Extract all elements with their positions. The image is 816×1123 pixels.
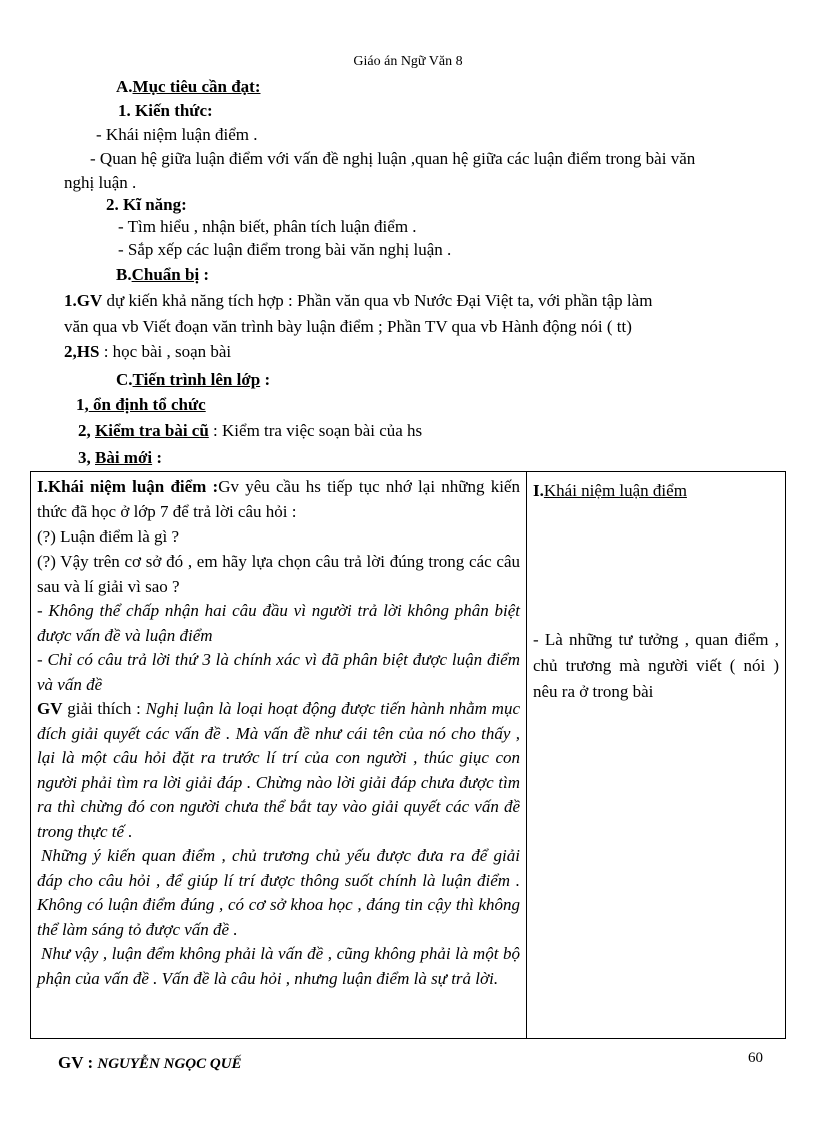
activity-heading: I.Khái niệm luận điểm : bbox=[37, 477, 219, 496]
gv-prep-text: dự kiến khả năng tích hợp : Phần văn qua vb Nước Đại Việt ta, với phần tập làm bbox=[102, 291, 653, 310]
step-1-label: ổn định tổ chức bbox=[88, 395, 206, 414]
knowledge-item-1: - Khái niệm luận điểm . bbox=[96, 125, 258, 144]
section-a-heading bbox=[116, 76, 261, 98]
section-c-title: Tiến trình lên lớp bbox=[132, 370, 261, 389]
section-a-title: Mục tiêu cần đạt: bbox=[132, 77, 261, 96]
section-c-heading bbox=[116, 369, 270, 391]
hs-prep-label: 2,HS bbox=[64, 342, 100, 361]
gv-explanation-label: GV bbox=[37, 699, 63, 718]
step-1-num: 1, bbox=[76, 395, 89, 414]
footer-teacher-label: GV : bbox=[58, 1053, 98, 1072]
step-2-text: : Kiểm tra việc soạn bài của hs bbox=[208, 421, 423, 440]
section-a-prefix: A. bbox=[116, 77, 133, 96]
gv-explanation-label-2: giải thích : bbox=[62, 699, 146, 718]
content-heading-text: Khái niệm luận điểm bbox=[543, 481, 687, 500]
page-number: 60 bbox=[748, 1050, 763, 1066]
question-1: (?) Luận điểm là gì ? bbox=[37, 527, 180, 546]
hs-prep-text: : học bài , soạn bài bbox=[99, 342, 232, 361]
step-3-label: Bài mới bbox=[95, 448, 153, 467]
section-c-prefix: C. bbox=[116, 370, 133, 389]
answer-1: - Không thể chấp nhận hai câu đầu vì người trả lời không phân biệt được vấn đề và luận điểm bbox=[37, 601, 520, 645]
content-heading bbox=[533, 478, 779, 503]
knowledge-heading: 1. Kiến thức: bbox=[118, 101, 213, 120]
step-2-num: 2, bbox=[78, 421, 95, 440]
gv-explanation-text: Nghị luận là loại hoạt động được tiến hành nhằm mục đích giải quyết các vấn đề . Mà vấn đề như cái tên của nó cho thấy , lại là một câu hỏi đặt ra trước lí trí của con người , thúc giục con người phải tìm ra lời giải đáp . Chừng nào lời giải đáp chưa được tìm ra thì chừng đó con người chưa thể bắt tay vào giải quyết các vấn đề trong thực tế . bbox=[37, 699, 520, 841]
lesson-table-row bbox=[31, 472, 786, 1039]
step-3-num: 3, bbox=[78, 448, 95, 467]
section-c-colon: : bbox=[260, 370, 271, 389]
skills-item-2: - Sắp xếp các luận điểm trong bài văn nghị luận . bbox=[118, 240, 452, 259]
step-3 bbox=[78, 447, 162, 469]
section-b-heading bbox=[116, 264, 209, 286]
lesson-table bbox=[30, 471, 786, 1039]
content-heading-prefix: I. bbox=[533, 481, 544, 500]
step-2 bbox=[78, 420, 422, 442]
question-2: (?) Vậy trên cơ sở đó , em hãy lựa chọn câu trả lời đúng trong các câu sau và lí giải vì sao ? bbox=[37, 552, 520, 596]
section-b-colon: : bbox=[199, 265, 210, 284]
page-header: Giáo án Ngữ Văn 8 bbox=[353, 54, 463, 69]
section-b-title: Chuẩn bị bbox=[131, 265, 200, 284]
gv-prep-line-1 bbox=[64, 290, 652, 312]
activity-intro bbox=[37, 474, 520, 524]
gv-prep-label: 1.GV bbox=[64, 291, 103, 310]
answer-2: - Chỉ có câu trả lời thứ 3 là chính xác vì đã phân biệt được luận điểm và vấn đề bbox=[37, 650, 520, 694]
skills-item-1: - Tìm hiểu , nhận biết, phân tích luận điểm . bbox=[118, 217, 417, 236]
skills-heading: 2. Kĩ năng: bbox=[106, 195, 187, 214]
hs-prep-line bbox=[64, 341, 231, 363]
definition-text: - Là những tư tưởng , quan điểm , chủ trương mà người viết ( nói ) nêu ra ở trong bài bbox=[533, 630, 779, 701]
step-3-colon: : bbox=[152, 448, 163, 467]
gv-prep-line-2: văn qua vb Viết đoạn văn trình bày luận điểm ; Phần TV qua vb Hành động nói ( tt) bbox=[64, 317, 632, 336]
section-b-prefix: B. bbox=[116, 265, 132, 284]
activity-column bbox=[31, 472, 527, 1039]
content-column bbox=[527, 472, 786, 1039]
step-2-label: Kiểm tra bài cũ bbox=[95, 421, 209, 440]
knowledge-item-2-cont: nghị luận . bbox=[64, 173, 137, 192]
explanation-para-3: Như vậy , luận đểm không phải là vấn đề , cũng không phải là một bộ phận của vấn đề . Vấn đề là câu hỏi , nhưng luận điểm là sự trả lời. bbox=[37, 944, 520, 988]
gv-explanation bbox=[37, 697, 520, 844]
footer-teacher-name: NGUYỄN NGỌC QUẾ bbox=[97, 1056, 242, 1072]
footer-teacher bbox=[58, 1053, 242, 1073]
explanation-para-2: Những ý kiến quan điểm , chủ trương chủ yếu được đưa ra để giải đáp cho câu hỏi , để giúp lí trí được thông suốt chính là luận điểm . Không có luận điểm đúng , có cơ sở khoa học , đáng tin cậy thì không thể làm sáng tỏ được vấn đề . bbox=[37, 846, 520, 939]
knowledge-item-2: - Quan hệ giữa luận điểm với vấn đề nghị luận ,quan hệ giữa các luận điểm trong bài văn bbox=[90, 149, 696, 168]
step-1 bbox=[76, 394, 206, 416]
activity-intro-text: Gv yêu cầu hs tiếp tục nhớ lại những kiến thức đã học ở lớp 7 để trả lời câu hỏi : bbox=[37, 477, 520, 521]
